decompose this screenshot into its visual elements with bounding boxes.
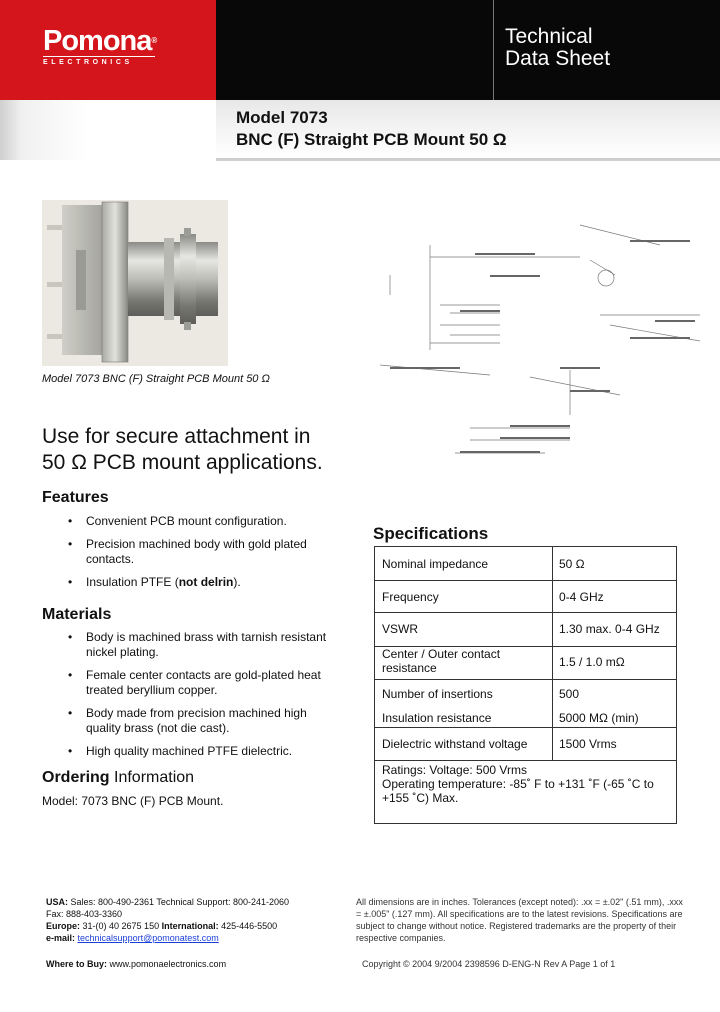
email-contact: [46, 932, 308, 944]
material-item: • Body is machined brass with tarnish resistant nickel plating.: [64, 630, 340, 660]
email-label: e-mail:: [46, 933, 76, 943]
feature-item: [64, 575, 334, 590]
usa-contact: [46, 896, 308, 920]
document-type-title: [505, 26, 610, 70]
spec-label: VSWR: [382, 622, 418, 636]
spec-label: Dielectric withstand voltage: [382, 737, 528, 751]
spec-value: 50 Ω: [559, 557, 585, 571]
europe-contact: [46, 920, 308, 932]
table-row-divider: [374, 612, 676, 613]
table-row-divider: [374, 580, 676, 581]
usa-label: USA:: [46, 897, 68, 907]
spec-value: 1.30 max. 0-4 GHz: [559, 622, 660, 636]
dimension-drawing: [370, 215, 700, 465]
logo-subtitle: ELECTRONICS: [43, 56, 155, 66]
footer-notes: All dimensions are in inches. Tolerances (except noted): .xx = ±.02" (.51 mm), .xxx = ±.005" (.127 mm). All specifications are to the latest revisions. Specifications are subject to change without notice. Registered trademarks are the property of their respective companies.: [356, 897, 683, 943]
spec-value: 500: [559, 687, 580, 701]
ordering-heading-bold: Ordering: [42, 769, 110, 786]
international-label: International:: [161, 921, 219, 931]
ratings-voltage: Ratings: Voltage: 500 Vrms: [382, 763, 527, 777]
spec-value: 5000 MΩ (min): [559, 711, 639, 725]
usa-text: Sales: 800-490-2361 Technical Support: 800-241-2060 Fax: 888-403-3360: [46, 897, 289, 919]
copyright: Copyright © 2004 9/2004 2398596 D-ENG-N Rev A Page 1 of 1: [362, 959, 616, 969]
spec-label: Nominal impedance: [382, 557, 489, 571]
model-title: [236, 107, 507, 151]
ratings-text: [382, 763, 672, 805]
logo-brand-name: Pomona: [43, 25, 152, 57]
international-text: 425-446-5500: [218, 921, 278, 931]
email-link[interactable]: technicalsupport@pomonatest.com: [77, 933, 219, 943]
material-item: • Female center contacts are gold-plated heat treated beryllium copper.: [64, 668, 340, 698]
spec-value: 1.5 / 1.0 mΩ: [559, 655, 625, 669]
pomona-logo: [43, 26, 163, 66]
features-list: [64, 514, 334, 598]
spec-label: Insulation resistance: [382, 711, 492, 725]
left-shade-band: [0, 100, 216, 160]
specifications-heading: Specifications: [373, 524, 489, 543]
table-row-divider: [374, 760, 676, 761]
feature-item-emphasis: not delrin: [178, 575, 234, 589]
spec-label: Center / Outer contact resistance: [382, 647, 501, 675]
europe-label: Europe:: [46, 921, 81, 931]
contact-info: [46, 896, 308, 944]
table-row-divider: [374, 679, 676, 680]
materials-list: [64, 630, 340, 767]
photo-caption: Model 7073 BNC (F) Straight PCB Mount 50 Ω: [42, 373, 270, 385]
table-row-divider: [374, 727, 676, 728]
model-description: BNC (F) Straight PCB Mount 50 Ω: [236, 130, 507, 149]
where-to-buy-label: Where to Buy:: [46, 959, 108, 969]
spec-label: Number of insertions: [382, 687, 493, 701]
feature-item: • Precision machined body with gold plated contacts.: [64, 537, 334, 567]
materials-heading: Materials: [42, 606, 112, 623]
spec-value: 1500 Vrms: [559, 737, 617, 751]
header-title-panel: [216, 0, 720, 100]
headline-line1: Use for secure attachment in: [42, 425, 311, 448]
ordering-text: Model: 7073 BNC (F) PCB Mount.: [42, 794, 224, 808]
model-number: Model 7073: [236, 108, 328, 127]
header-divider: [493, 0, 494, 100]
feature-item-text: Insulation PTFE (: [86, 575, 179, 589]
spec-label: Frequency: [382, 590, 439, 604]
ordering-heading: [42, 769, 194, 787]
ordering-heading-rest: Information: [109, 769, 195, 786]
document-type-line2: Data Sheet: [505, 47, 611, 70]
logo-registered-mark: ®: [151, 36, 157, 45]
where-to-buy: [46, 959, 226, 969]
europe-text: 31-(0) 40 2675 150: [80, 921, 162, 931]
feature-item-tail: ).: [233, 575, 241, 589]
headline-line2: 50 Ω PCB mount applications.: [42, 451, 323, 474]
ratings-temperature: Operating temperature: -85˚ F to +131 ˚F (-65 ˚C to +155 ˚C) Max.: [382, 777, 654, 805]
document-type-line1: Technical: [505, 25, 593, 48]
spec-value: 0-4 GHz: [559, 590, 604, 604]
material-item: • High quality machined PTFE dielectric.: [64, 744, 340, 759]
headline: [42, 424, 323, 476]
where-to-buy-url: www.pomonaelectronics.com: [107, 959, 227, 969]
features-heading: Features: [42, 489, 109, 506]
feature-item: • Convenient PCB mount configuration.: [64, 514, 334, 529]
material-item: • Body made from precision machined high quality brass (not die cast).: [64, 706, 340, 736]
product-photo: [42, 200, 228, 366]
